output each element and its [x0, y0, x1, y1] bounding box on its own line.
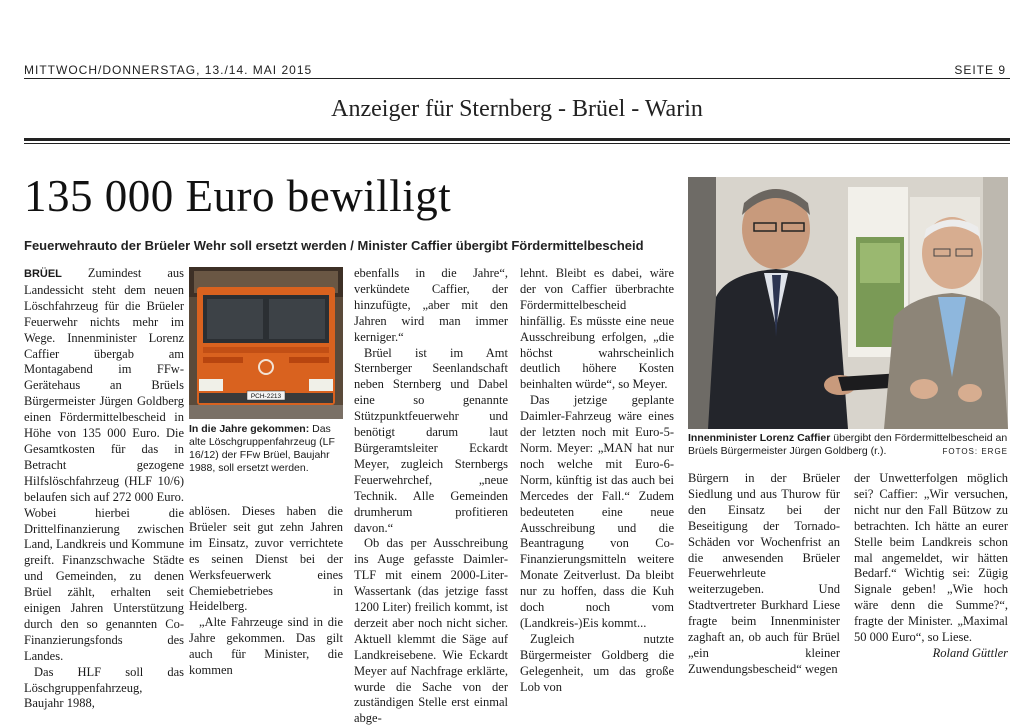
fire-truck-photo	[189, 267, 343, 419]
col6-para-1: der Unwetterfolgen möglich sei? Caffier: „Wir versuchen, nicht nur den Fall Bützow zu betrachten. Ich hätte an eurer Stelle beim Landkreis schon mal angemeldet, wir hätten Bedarf.“ Wichtig sei: Zügig Signale geben! „Wie hoch wäre denn die Summe?“, fragte der Minister. „Maximal 50 000 Euro“, so Liese.	[854, 471, 1008, 645]
col2-para-2: „Alte Fahrzeuge sind in die Jahre gekommen. Das gilt auch für Minister, die kommen	[189, 615, 343, 678]
photo1-caption-text: Das alte Löschgruppenfahrzeug (LF 16/12) der FFw Brüel, Baujahr 1988, soll ersetzt werden.	[189, 423, 335, 474]
minister-handover-photo	[688, 177, 1008, 429]
col4-para-3: Zugleich nutzte Bürgermeister Goldberg die Gelegenheit, um das große Lob von	[520, 631, 674, 694]
photo1-caption	[189, 423, 343, 475]
section-rule-top	[24, 138, 1010, 141]
col2-para-1: ablösen. Dieses haben die Brüeler seit gut zehn Jahren im Einsatz, zuvor verrichtete es seinen Dienst bei der Werksfeuerwerk eines Chemiebetriebes in Heidelberg.	[189, 504, 343, 614]
col5-para-1: Bürgern in der Brüeler Siedlung und aus Thurow für den Einsatz bei der Beseitigung der Tornado-Schäden vor Wochenfrist an die anwesenden Brüeler Feuerwehrleute weiterzugeben. Und Stadtvertreter Burkhard Liese fragte beim Innenminister zaghaft an, ob auch für Brüel „ein kleiner Zuwendungsbescheid“ wegen	[688, 471, 840, 676]
col3-para-2: Brüel ist im Amt Sternberger Seenlandschaft neben Sternberg und Dabel eine so genannte Stützpunktfeuerwehr und benötigt darum laut Bürgeramtsleiter Eckardt Meyer, zugleich Sternbergs Feuerwehrchef, „neue Technik. Alle Gemeinden drumherum profitieren davon.“	[354, 345, 508, 535]
col4-para-2: Das jetzige geplante Daimler-Fahrzeug wäre eines der letzten noch mit Euro-5-Norm. Meyer: „MAN hat nur noch welche mit Euro-6-Norm, künftig ist das auch bei Mercedes der Fall.“ Zudem bedeuteten eine neue Ausschreibung und die Beantragung von Co-Finanzierungsmitteln weitere Monate Zeitverlust. Da bleibt nur zu hoffen, dass die Kuh doch noch vom (Landkreis-)Eis kommt...	[520, 393, 674, 630]
headline: 135 000 Euro bewilligt	[24, 171, 452, 221]
header-rule	[24, 78, 1010, 79]
col4-para-1: lehnt. Bleibt es dabei, wäre der von Caffier überbrachte Fördermittelbescheid hinfällig. Es müsste eine neue Ausschreibung erfolgen, „die höchst wahrscheinlich deutlich höhere Kosten beinhalten würde“, so Meyer.	[520, 266, 674, 392]
col3-para-3: Ob das per Ausschreibung ins Auge gefasste Daimler-TLF mit einem 2000-Liter-Wassertank (das jetzige fasst 1200 Liter) freilich kommt, ist derzeit aber noch nicht sicher. Aktuell klemmt die Säge auf Landkreisebene. Wie Eckardt Meyer auf Nachfrage erklärte, wurde die Sache von der zuständigen Stelle erst einmal abge-	[354, 536, 508, 726]
page-date: MITTWOCH/DONNERSTAG, 13./14. MAI 2015	[24, 63, 313, 77]
col3-para-1: ebenfalls in die Jahre“, verkündete Caffier, der hinzufügte, „aber mit den Jahren wird man immer kerniger.“	[354, 266, 508, 344]
dateline: BRÜEL	[24, 268, 62, 280]
article-column-1	[24, 266, 184, 711]
photo-credit: FOTOS: ERGE	[942, 447, 1008, 456]
section-rule-bottom	[24, 143, 1010, 144]
photo2-caption-text: übergibt den Fördermittelbescheid an Brüels Bürgermeister Jürgen Goldberg (r.).	[688, 432, 1008, 457]
page-number: SEITE 9	[954, 63, 1006, 77]
photo2-caption-lead: Innenminister Lorenz Caffier	[688, 432, 831, 444]
article-column-4	[520, 266, 674, 695]
section-title: Anzeiger für Sternberg - Brüel - Warin	[331, 96, 703, 122]
license-plate: PCH-2213	[250, 393, 282, 400]
col1-para-1: Zumindest aus Landessicht steht dem neuen Löschfahrzeug für die Brüeler Feuerwehr nichts mehr im Wege. Innenminister Lorenz Caffier übergab am Montagabend im FFw-Gerätehaus an Brüels Bürgermeister Jürgen Goldberg einen Fördermittelbescheid in Höhe von 135 000 Euro. Die Gesamtkosten für das in Betracht gezogene Hilfslöschfahrzeug (HLF 10/6) belaufen sich auf 272 000 Euro. Wobei hierbei die Drittelfinanzierung zwischen Land, Landkreis und Kommune greift. Finanzschwache Städte und Gemeinden, zu denen Brüel zählt, erhalten seit einigen Jahren Unterstützung durch den so genannten Co-Finanzierungsfonds des Landes.	[24, 266, 184, 663]
author-name: Roland Güttler	[932, 645, 1008, 660]
photo1-caption-lead: In die Jahre gekommen:	[189, 423, 310, 435]
article-column-6	[854, 471, 1008, 662]
article-column-5	[688, 471, 840, 678]
subheadline: Feuerwehrauto der Brüeler Wehr soll ersetzt werden / Minister Caffier übergibt Fördermittelbescheid	[24, 238, 644, 253]
col1-para-2: Das HLF soll das Löschgruppenfahrzeug, Baujahr 1988,	[24, 664, 184, 711]
article-column-3	[354, 266, 508, 727]
article-column-2	[189, 504, 343, 679]
